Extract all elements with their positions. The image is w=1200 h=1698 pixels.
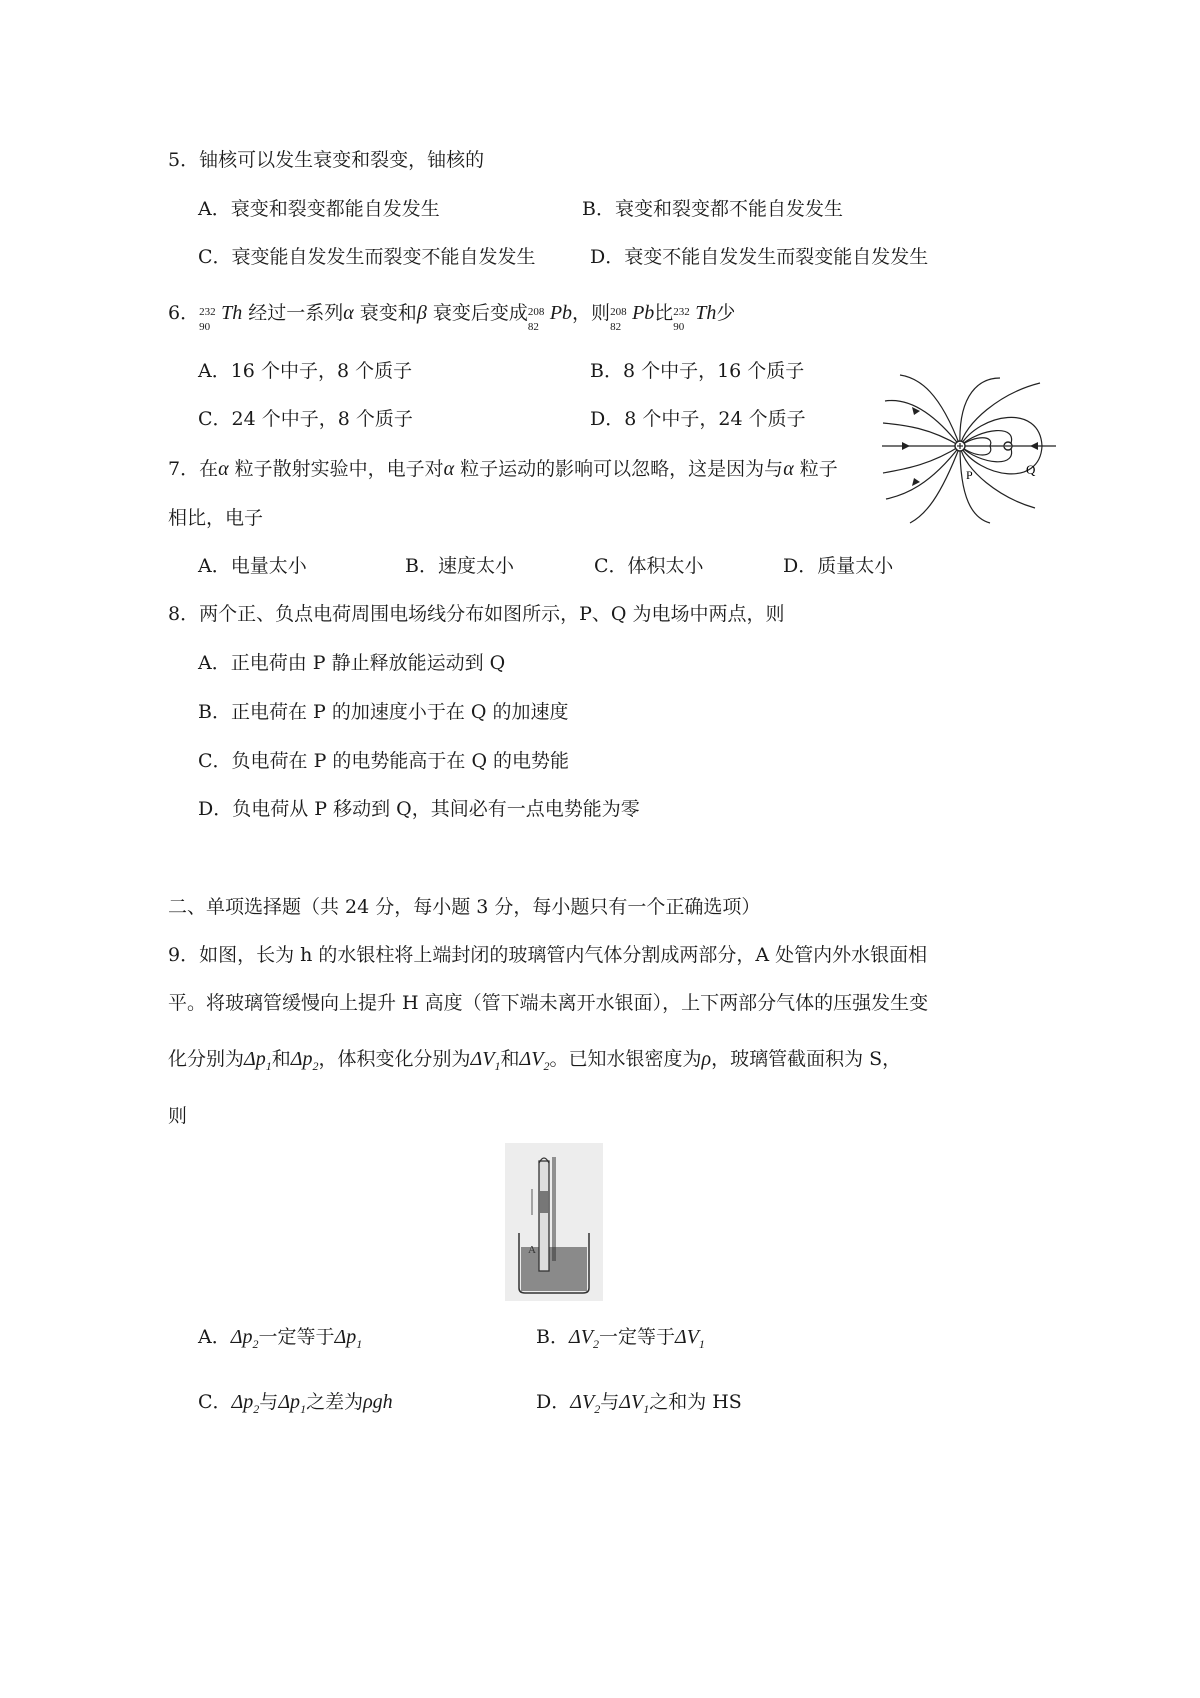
q9-option-c xyxy=(198,1389,393,1422)
q8-option-a: A．正电荷由 P 静止释放能运动到 Q xyxy=(198,652,506,674)
q7-text: 7．在 xyxy=(168,458,219,480)
q7-text: 粒子散射实验中，电子对 xyxy=(228,458,444,480)
q6-stem xyxy=(168,300,736,333)
q9-text: 化分别为 xyxy=(168,1048,245,1070)
section-heading: 二、单项选择题（共 24 分，每小题 3 分，每小题只有一个正确选项） xyxy=(168,896,761,918)
delta-v2: $\Delta V_2$ xyxy=(568,1326,599,1351)
rho-g-h: ρgh xyxy=(363,1391,393,1413)
delta-v2: $\Delta V_2$ xyxy=(519,1048,550,1073)
rho-symbol: ρ xyxy=(701,1048,712,1070)
alpha-symbol: α xyxy=(343,302,354,324)
q7-text: 粒子 xyxy=(793,458,838,480)
delta-p1: $\Delta p_1$ xyxy=(334,1326,363,1351)
th-symbol: Th xyxy=(221,302,243,324)
q8-option-b: B．正电荷在 P 的加速度小于在 Q 的加速度 xyxy=(198,701,569,723)
q6-text: 衰变后变成 xyxy=(426,302,528,324)
delta-v1: $\Delta V_1$ xyxy=(619,1391,650,1416)
delta-p2: $\Delta p_2$ xyxy=(290,1048,319,1073)
q5-option-b: B．衰变和裂变都不能自发发生 xyxy=(582,198,843,220)
q9-option-d xyxy=(536,1389,742,1422)
option-label: C． xyxy=(198,1391,232,1413)
q7-stem-line2: 相比，电子 xyxy=(168,507,264,529)
option-text: 一定等于 xyxy=(598,1326,675,1348)
q9-text: 。已知水银密度为 xyxy=(549,1048,702,1070)
q9-stem-line1: 9．如图，长为 h 的水银柱将上端封闭的玻璃管内气体分割成两部分，A 处管内外水银面相 xyxy=(168,944,928,966)
q9-option-b xyxy=(536,1324,705,1357)
q6-text: 经过一系列 xyxy=(242,302,344,324)
option-text: 之差为 xyxy=(306,1391,364,1413)
delta-p2: $\Delta p_2$ xyxy=(231,1391,260,1416)
q6-option-b: B．8 个中子，16 个质子 xyxy=(590,360,805,382)
q6-text: 衰变和 xyxy=(353,302,417,324)
th-isotope-2: 232 90 xyxy=(673,306,690,333)
q5-option-a: A．衰变和裂变都能自发发生 xyxy=(198,198,440,220)
delta-p2: $\Delta p_2$ xyxy=(230,1326,259,1351)
q9-stem-line2: 平。将玻璃管缓慢向上提升 H 高度（管下端未离开水银面），上下两部分气体的压强发生变 xyxy=(168,992,929,1014)
option-text: 一定等于 xyxy=(258,1326,335,1348)
option-text: 与 xyxy=(600,1391,620,1413)
q5-option-d: D．衰变不能自发发生而裂变能自发发生 xyxy=(590,246,929,268)
delta-p1: $\Delta p_1$ xyxy=(278,1391,307,1416)
q8-option-c: C．负电荷在 P 的电势能高于在 Q 的电势能 xyxy=(198,750,570,772)
alpha-symbol: α xyxy=(783,458,794,480)
q9-text: ，体积变化分别为 xyxy=(318,1048,471,1070)
th-isotope: 232 90 xyxy=(199,306,216,333)
q9-stem-line4: 则 xyxy=(168,1105,188,1127)
point-q-label: Q xyxy=(1026,462,1036,477)
delta-v1: $\Delta V_1$ xyxy=(674,1326,705,1351)
beta-symbol: β xyxy=(416,302,427,324)
q7-option-b: B．速度太小 xyxy=(405,555,514,577)
option-text: 之和为 HS xyxy=(649,1391,742,1413)
q6-option-c: C．24 个中子，8 个质子 xyxy=(198,408,413,430)
pb-isotope-2: 208 82 xyxy=(610,306,627,333)
pb-symbol-2: Pb xyxy=(632,302,655,324)
q7-option-c: C．体积太小 xyxy=(594,555,704,577)
option-label: A． xyxy=(198,1326,231,1348)
th-symbol-2: Th xyxy=(695,302,717,324)
delta-v2: $\Delta V_2$ xyxy=(570,1391,601,1416)
pb-symbol: Pb xyxy=(549,302,573,324)
q9-text: 和 xyxy=(500,1048,520,1070)
point-p-label: P xyxy=(966,468,973,482)
glass-tube-diagram xyxy=(505,1143,603,1301)
delta-p1: $\Delta p_1$ xyxy=(244,1048,272,1073)
alpha-symbol: α xyxy=(443,458,455,480)
q7-stem-line1 xyxy=(168,456,838,482)
q7-option-d: D．质量太小 xyxy=(783,555,894,577)
q6-text: 比 xyxy=(654,302,674,324)
q5-stem: 5．铀核可以发生衰变和裂变，铀核的 xyxy=(168,149,485,171)
q6-number: 6． xyxy=(168,302,200,324)
q6-option-d: D．8 个中子，24 个质子 xyxy=(590,408,806,430)
q9-text: ，玻璃管截面积为 S， xyxy=(711,1048,902,1070)
alpha-symbol: α xyxy=(218,458,229,480)
q6-text: 少 xyxy=(716,302,736,324)
q6-option-a: A．16 个中子，8 个质子 xyxy=(198,360,413,382)
q5-option-c: C．衰变能自发发生而裂变不能自发发生 xyxy=(198,246,536,268)
q7-option-a: A．电量太小 xyxy=(198,555,307,577)
electric-field-diagram xyxy=(880,373,1060,525)
pb-isotope: 208 82 xyxy=(527,306,545,333)
q6-text: ，则 xyxy=(572,302,611,324)
option-label: B． xyxy=(536,1326,569,1348)
delta-v1: $\Delta V_1$ xyxy=(470,1048,501,1073)
q8-option-d: D．负电荷从 P 移动到 Q，其间必有一点电势能为零 xyxy=(198,798,640,820)
q7-text: 粒子运动的影响可以忽略，这是因为与 xyxy=(454,458,784,480)
q8-stem: 8．两个正、负点电荷周围电场线分布如图所示，P、Q 为电场中两点，则 xyxy=(168,603,785,625)
option-label: D． xyxy=(536,1391,571,1413)
q9-stem-line3 xyxy=(168,1046,901,1079)
q9-text: 和 xyxy=(271,1048,291,1070)
point-a-label: A xyxy=(528,1244,536,1256)
q9-option-a xyxy=(198,1324,362,1357)
option-text: 与 xyxy=(259,1391,279,1413)
